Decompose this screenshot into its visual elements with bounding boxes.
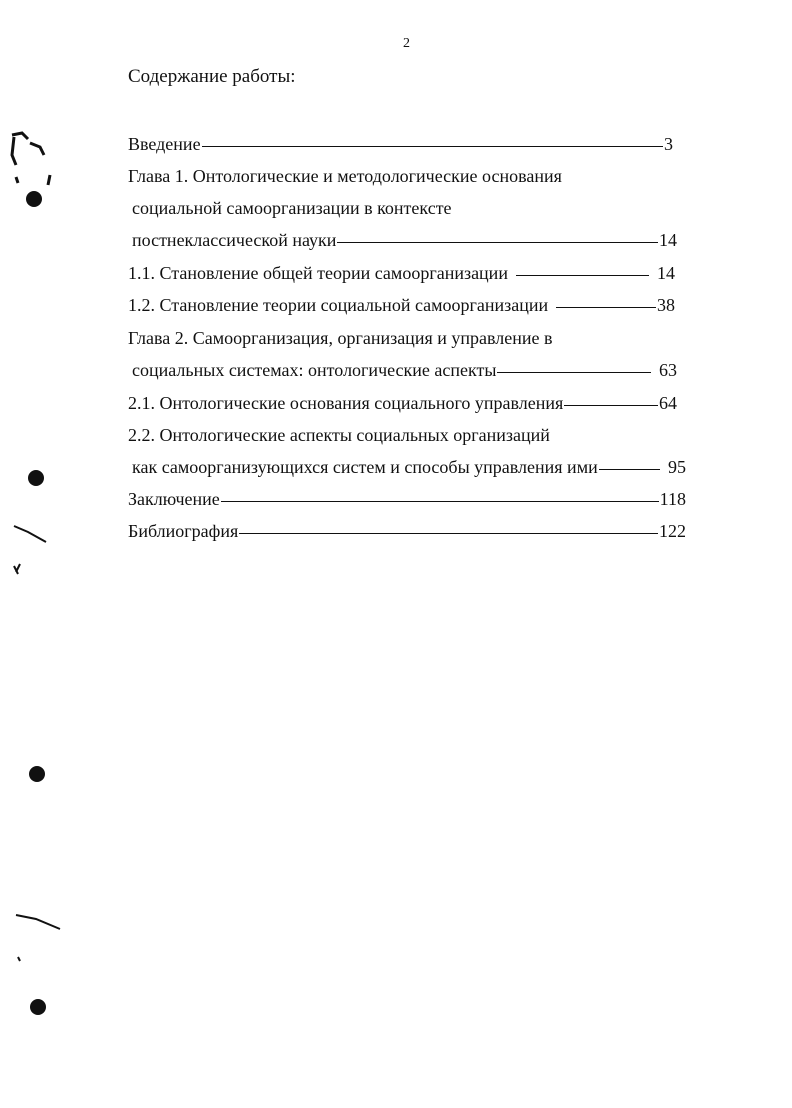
toc-chapter2-line1: Глава 2. Самоорганизация, организация и управление в [128,328,553,348]
dot-leader [497,372,651,373]
toc-entry-section-2-1 [128,392,677,414]
punch-hole [29,766,45,782]
toc-chapter1-line2: социальной самоорганизации в контексте [132,198,452,218]
dot-leader [202,146,663,147]
toc-section-2-2-line1: 2.2. Онтологические аспекты социальных организаций [128,425,550,445]
toc-chapter1-line1: Глава 1. Онтологические и методологические основания [128,166,562,186]
toc-entry-intro [128,133,673,155]
toc-label: как самоорганизующихся систем и способы управления ими [132,457,598,477]
toc-heading: Содержание работы: [128,66,296,87]
toc-page: 38 [657,295,675,315]
toc-entry-bibliography [128,520,686,542]
toc-label: 2.1. Онтологические основания социального управления [128,393,564,413]
toc-entry-section-1-2 [128,294,675,316]
toc-page: 95 [668,457,686,477]
page-number: 2 [403,36,410,51]
toc-label: постнеклассической науки [132,230,337,250]
dot-leader [516,275,649,276]
toc-label: социальных системах: онтологические аспекты [132,360,497,380]
toc-entry-section-2-2 [132,456,686,478]
toc-page: 64 [659,393,677,413]
scan-artifact [10,905,80,965]
toc-entry-conclusion [128,488,686,510]
toc-entry-section-1-1 [128,262,675,284]
dot-leader [556,307,656,308]
toc-page: 122 [659,521,686,541]
toc-page: 118 [659,489,686,509]
dot-leader [564,405,658,406]
punch-hole [28,470,44,486]
toc-entry-chapter1 [132,229,677,251]
toc-page: 14 [657,263,675,283]
punch-hole [30,999,46,1015]
scan-artifact [0,125,70,195]
toc-label: Заключение [128,489,220,509]
toc-label: Библиография [128,521,239,541]
dot-leader [221,501,659,502]
dot-leader [239,533,658,534]
toc-label: Введение [128,134,201,154]
toc-label: 1.2. Становление теории социальной самоорганизации [128,295,549,315]
dot-leader [337,242,658,243]
toc-label: 1.1. Становление общей теории самоорганизации [128,263,508,283]
toc-page: 14 [659,230,677,250]
toc-page: 3 [664,134,673,154]
dot-leader [599,469,660,470]
scan-artifact [10,520,60,580]
toc-entry-chapter2 [132,359,677,381]
toc-page: 63 [659,360,677,380]
